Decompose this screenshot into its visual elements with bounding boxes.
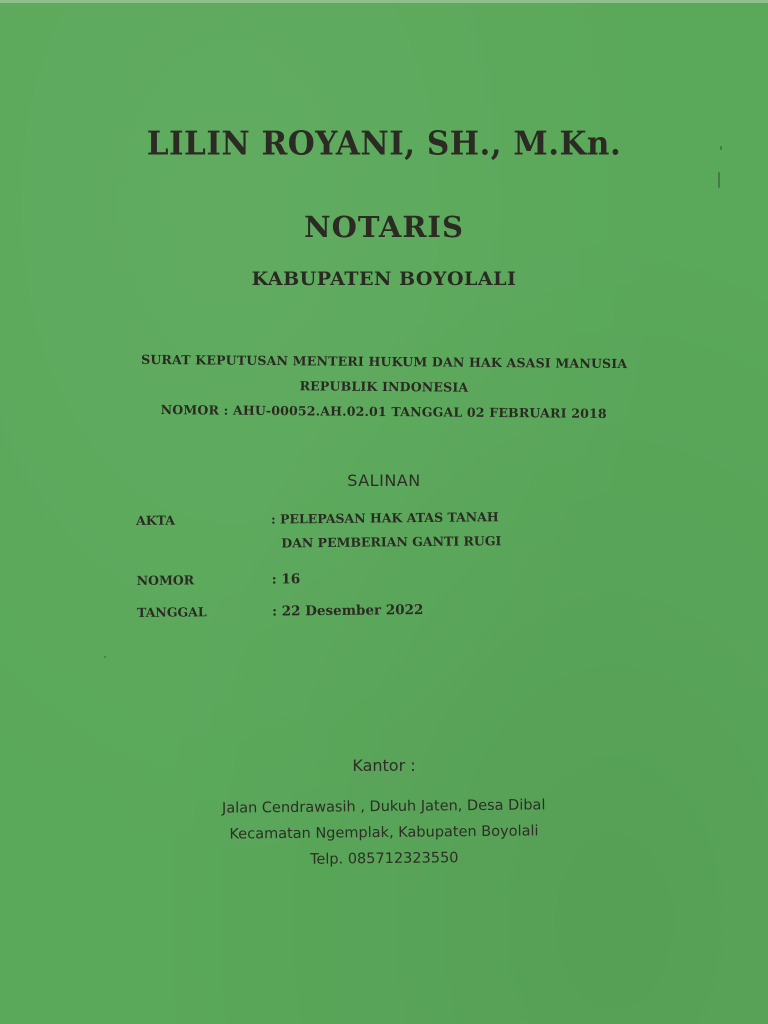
akta-value-line: : PELEPASAN HAK ATAS TANAH — [270, 509, 499, 527]
akta-label: AKTA — [136, 512, 176, 528]
phone-number: Telp. 085712323550 — [309, 850, 459, 868]
paper-speck — [720, 146, 722, 150]
office-address — [0, 790, 768, 876]
decree-line: SURAT KEPUTUSAN MENTERI HUKUM DAN HAK ASASI MANUSIA — [141, 351, 628, 372]
address-line: Kecamatan Ngemplak, Kabupaten Boyolali — [229, 823, 539, 843]
akta-value — [271, 505, 501, 555]
paper-speck — [718, 172, 720, 188]
office-label: Kantor : — [352, 756, 416, 775]
address-line: Jalan Cendrawasih , Dukuh Jaten, Desa Dibal — [221, 797, 546, 817]
copy-label: SALINAN — [347, 471, 421, 490]
decree-line: REPUBLIK INDONESIA — [299, 378, 469, 395]
detail-row-tanggal — [137, 600, 657, 637]
tanggal-label: TANGGAL — [136, 604, 207, 620]
detail-row-akta — [136, 508, 657, 573]
profession-title: NOTARIS — [304, 210, 464, 244]
akta-value-line: DAN PEMBERIAN GANTI RUGI — [281, 533, 502, 551]
paper-edge — [0, 0, 768, 3]
nomor-value: : 16 — [271, 571, 301, 588]
nomor-label: NOMOR — [136, 572, 195, 588]
tanggal-value: : 22 Desember 2022 — [271, 601, 424, 620]
decree-block — [0, 346, 768, 428]
region-title: KABUPATEN BOYOLALI — [251, 268, 517, 290]
deed-details — [136, 508, 657, 637]
paper-speck — [104, 656, 106, 658]
decree-line: NOMOR : AHU-00052.AH.02.01 TANGGAL 02 FEBRUARI 2018 — [160, 402, 607, 421]
notary-name: LILIN ROYANI, SH., M.Kn. — [146, 125, 622, 163]
